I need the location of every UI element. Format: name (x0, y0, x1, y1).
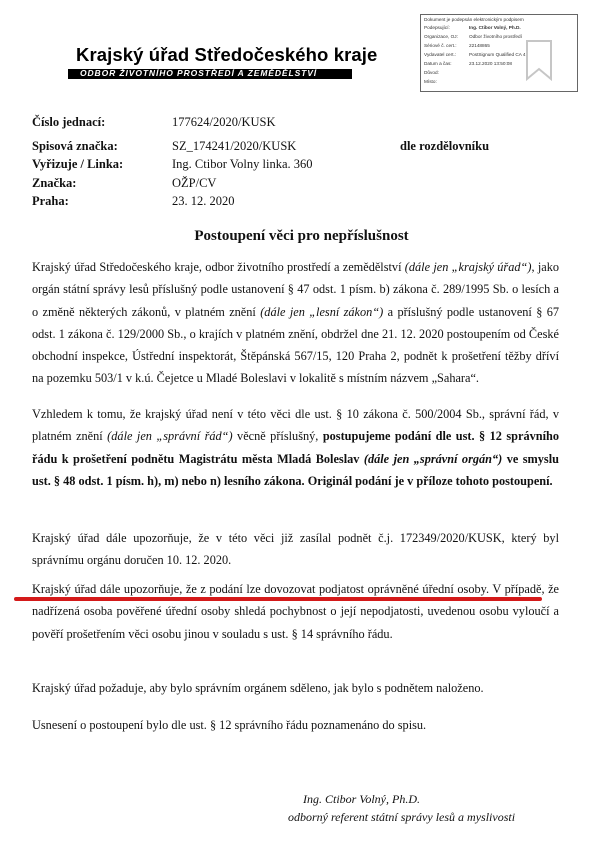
paragraph-intro: Krajský úřad Středočeského kraje, odbor životního prostředí a zemědělství (dále jen „krajský úřad“), jako orgán státní správy lesů příslušný podle ustanovení § 47 odst. 1 písm. b) zákona č. 289/1995 Sb. o lesích a o změně některých zákonů, v platném znění (dále jen „lesní zákon“) a příslušný podle ustanovení § 67 odst. 1 zákona č. 129/2000 Sb., o krajích v platném znění, obdržel dne 21. 12. 2020 postoupením od České obchodní inspekce, Ústřední inspektorát, Štěpánská 567/15, 120 Praha 2, podnět k prošetření těžby dříví na pozemku 503/1 v k.ú. Čejetce u Mladé Boleslavi v lokalitě s místním názvem „Sahara“. (32, 260, 560, 386)
document-title: Postoupení věci pro nepříslušnost (194, 228, 409, 244)
signature-row: Podepsující: Ing. Ctibor Volný, Ph.D. (424, 25, 521, 30)
date-label: Praha: (32, 194, 69, 208)
reference-number-value: 177624/2020/KUSK (172, 115, 276, 129)
paragraph-resolution: Usnesení o postoupení bylo dle ust. § 12 správního řádu poznamenáno do spisu. (32, 718, 427, 732)
mark-label: Značka: (32, 176, 77, 190)
signature-stamp-icon (519, 39, 559, 81)
file-mark-value: SZ_174241/2020/KUSK (172, 139, 297, 153)
mark-value: OŽP/CV (172, 176, 217, 190)
reference-number-label: Číslo jednací: (32, 115, 106, 129)
signature-row: Místo: (424, 79, 437, 84)
signer-name: Ing. Ctibor Volný, Ph.D. (303, 792, 420, 806)
handled-by-value: Ing. Ctibor Volny linka. 360 (172, 157, 313, 171)
electronic-signature-box (420, 14, 578, 92)
signature-row: Důvod: (424, 70, 439, 75)
paragraph-request: Krajský úřad požaduje, aby bylo správním orgánem sděleno, jak bylo s podnětem naloženo. (32, 681, 484, 695)
signer-role: odborný referent státní správy lesů a myslivosti (287, 810, 516, 824)
signature-row: Organizace, OJ: Odbor životního prostředí (424, 34, 522, 39)
signature-row: Sériové č. cert.: 22148865 (424, 43, 490, 48)
paragraph-previous-notice: Krajský úřad dále upozorňuje, že v této věci již zasílal podnět č.j. 172349/2020/KUSK, který byl správnímu orgánu doručen 10. 12. 2020. (32, 531, 559, 568)
paragraph-bias-notice: Krajský úřad dále upozorňuje, že z podání lze dovozovat podjatost oprávněné úřední osoby. V případě, že nadřízená osoba pověřené úřední osoby shledá pochybnost o její nepodjatosti, uvedenou osobu vyloučí a pověří prošetřením věci osobu jinou v souladu s ust. § 14 správního řádu. (32, 582, 559, 641)
signature-row: Vydavatel cert.: PostSignum Qualified CA 4 (424, 52, 526, 57)
distribution-note: dle rozdělovníku (400, 139, 490, 153)
logo-title: Krajský úřad Středočeského kraje (76, 44, 378, 65)
date-value: 23. 12. 2020 (172, 194, 235, 208)
handled-by-label: Vyřizuje / Linka: (32, 157, 124, 171)
logo-subtitle: ODBOR ŽIVOTNÍHO PROSTŘEDÍ A ZEMĚDĚLSTVÍ (80, 68, 318, 78)
signature-row: Datum a čas: 23.12.2020 13:50:08 (424, 61, 513, 66)
file-mark-label: Spisová značka: (32, 139, 118, 153)
signature-heading: Dokument je podepsán elektronickým podpisem (424, 17, 524, 22)
red-underline-marker (14, 597, 542, 601)
paragraph-referral: Vzhledem k tomu, že krajský úřad není v této věci dle ust. § 10 zákona č. 500/2004 Sb., správní řád, v platném znění (dále jen „správní řád“) věcně příslušný, postupujeme podání dle ust. § 12 správního řádu k prošetření podnětu Magistrátu města Mladá Boleslav (dále jen „správní orgán“) ve smyslu ust. § 48 odst. 1 písm. h), m) nebo n) lesního zákona. Originál podání je v příloze tohoto postoupení. (32, 407, 560, 488)
